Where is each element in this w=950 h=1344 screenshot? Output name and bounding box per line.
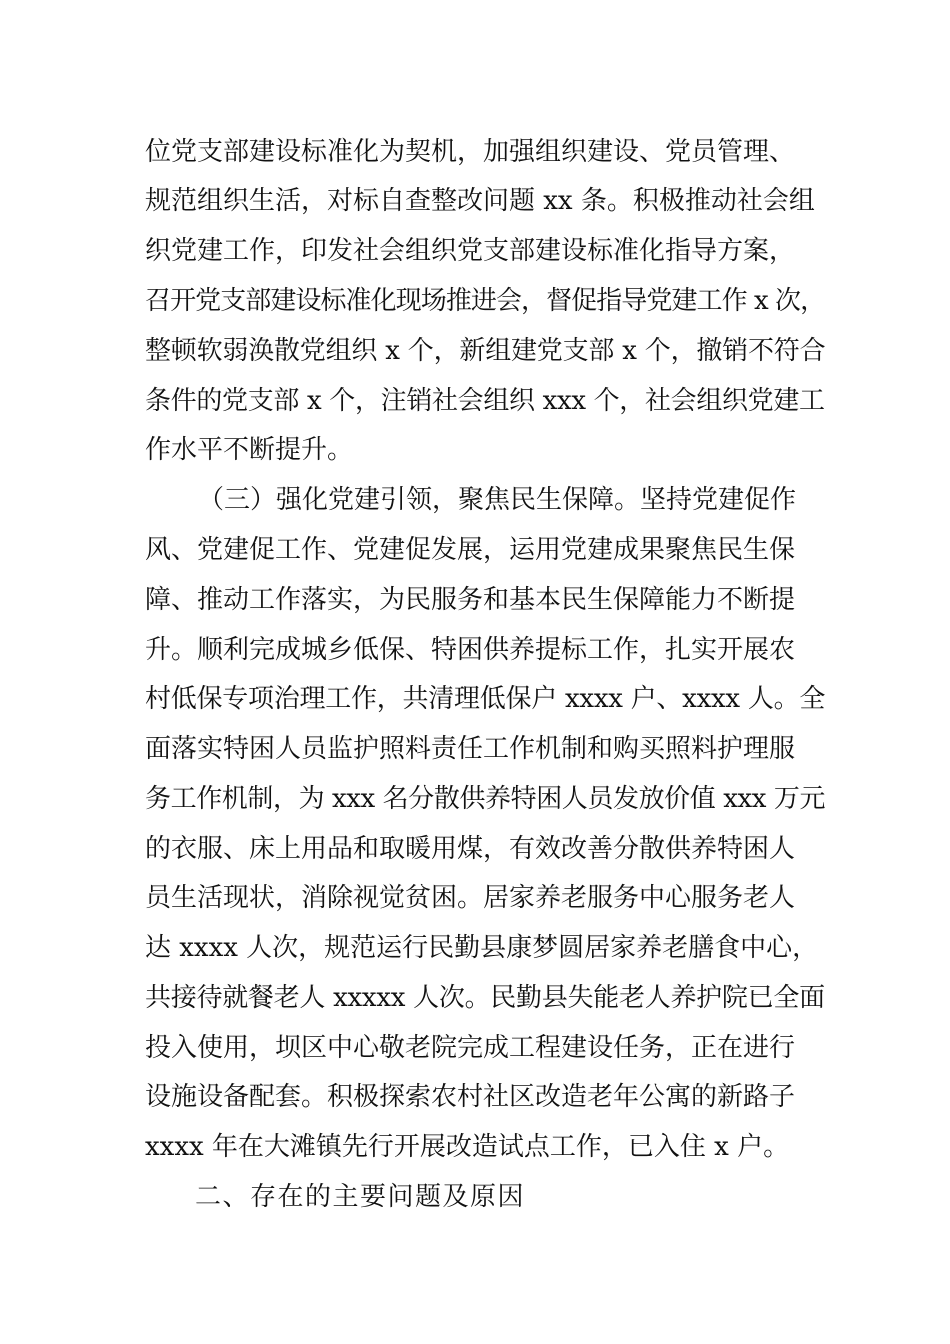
paragraph-line: 织党建工作，印发社会组织党支部建设标准化指导方案， [145,236,796,266]
paragraph-line: 条件的党支部 x 个，注销社会组织 xxx 个，社会组织党建工 [145,386,825,416]
paragraph-line: 升。顺利完成城乡低保、特困供养提标工作，扎实开展农 [145,635,796,665]
subsection-heading-line: （三）强化党建引领，聚焦民生保障。坚持党建促作 [198,485,797,515]
paragraph-line: xxxx 年在大滩镇先行开展改造试点工作，已入住 x 户。 [145,1132,790,1162]
paragraph-line: 风、党建促工作、党建促发展，运用党建成果聚焦民生保 [145,535,796,565]
paragraph-line: 规范组织生活，对标自查整改问题 xx 条。积极推动社会组 [145,186,815,216]
paragraph-line: 障、推动工作落实，为民服务和基本民生保障能力不断提 [145,585,796,615]
paragraph-line: 召开党支部建设标准化现场推进会，督促指导党建工作 x 次， [145,286,826,316]
paragraph-line: 位党支部建设标准化为契机，加强组织建设、党员管理、 [145,137,796,167]
paragraph-line: 共接待就餐老人 xxxxx 人次。民勤县失能老人养护院已全面 [145,983,825,1013]
paragraph-line: 达 xxxx 人次，规范运行民勤县康梦圆居家养老膳食中心， [145,933,819,963]
paragraph-line: 的衣服、床上用品和取暖用煤，有效改善分散供养特困人 [145,834,796,864]
paragraph-line: 投入使用，坝区中心敬老院完成工程建设任务，正在进行 [145,1033,796,1063]
paragraph-line: 作水平不断提升。 [145,435,354,465]
paragraph-line: 务工作机制，为 xxx 名分散供养特困人员发放价值 xxx 万元 [145,784,826,814]
paragraph-line: 员生活现状，消除视觉贫困。居家养老服务中心服务老人 [145,883,796,913]
paragraph-line: 整顿软弱涣散党组织 x 个，新组建党支部 x 个，撤销不符合 [145,336,826,366]
paragraph-line: 面落实特困人员监护照料责任工作机制和购买照料护理服 [145,734,796,764]
paragraph-line: 设施设备配套。积极探索农村社区改造老年公寓的新路子 [145,1082,796,1112]
section-heading: 二、存在的主要问题及原因 [195,1182,526,1212]
paragraph-line: 村低保专项治理工作，共清理低保户 xxxx 户、xxxx 人。全 [145,684,826,714]
